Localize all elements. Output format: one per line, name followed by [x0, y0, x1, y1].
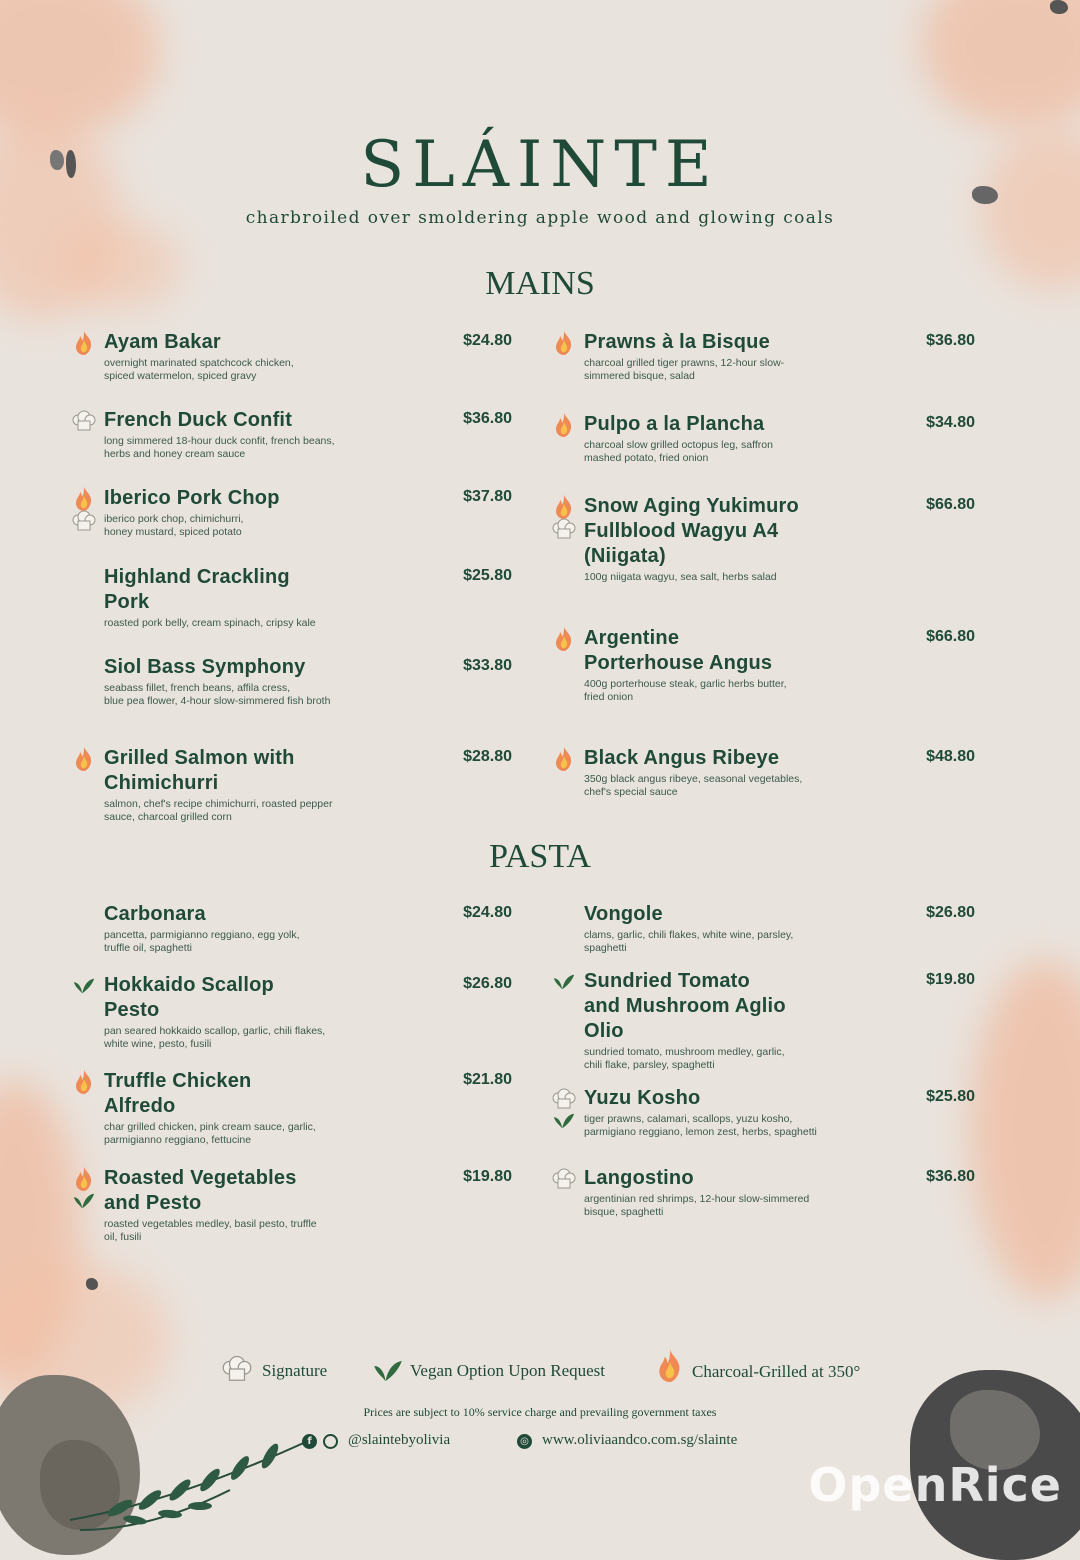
instagram-icon[interactable] [323, 1434, 338, 1449]
menu-item-name: Truffle Chicken Alfredo [104, 1070, 252, 1117]
menu-item [584, 746, 884, 798]
chef-hat-icon [552, 516, 576, 542]
menu-item [584, 902, 884, 954]
social-handle[interactable]: @slaintebyolivia [348, 1432, 451, 1448]
menu-item-description: clams, garlic, chili flakes, white wine, parsley, spaghetti [584, 929, 794, 954]
price-note: Prices are subject to 10% service charge and prevailing government taxes [363, 1405, 717, 1419]
menu-item-price: $21.80 [463, 1071, 512, 1088]
menu-item-price: $24.80 [463, 332, 512, 349]
leaf-icon [72, 973, 96, 999]
leaf-icon [552, 1108, 576, 1134]
menu-item-name: Langostino [584, 1167, 694, 1189]
menu-item-price: $48.80 [926, 748, 975, 765]
menu-item-description: seabass fillet, french beans, affila cress, blue pea flower, 4-hour slow-simmered fish broth [104, 682, 331, 707]
menu-item-price: $24.80 [463, 904, 512, 921]
menu-item [584, 412, 884, 464]
menu-item-name: Yuzu Kosho [584, 1087, 701, 1109]
menu-item-description: sundried tomato, mushroom medley, garlic, chili flake, parsley, spaghetti [584, 1046, 785, 1071]
menu-item [584, 626, 884, 703]
fire-icon [552, 626, 576, 652]
menu-item [104, 1166, 404, 1243]
menu-item-description: 350g black angus ribeye, seasonal vegetables, chef's special sauce [584, 773, 803, 798]
fire-icon [654, 1346, 686, 1386]
legend-signature: Signature [262, 1361, 328, 1380]
pasta-title: PASTA [489, 838, 591, 875]
menu-item-price: $33.80 [463, 657, 512, 674]
leaf-icon [370, 1356, 406, 1386]
menu-item [584, 969, 884, 1071]
fire-icon [72, 330, 96, 356]
menu-item-description: charcoal grilled tiger prawns, 12-hour slow- simmered bisque, salad [584, 357, 785, 382]
menu-item-name: Prawns à la Bisque [584, 331, 770, 353]
chef-hat-icon [72, 408, 96, 434]
legend-charcoal: Charcoal-Grilled at 350° [692, 1362, 861, 1381]
menu-item-description: 400g porterhouse steak, garlic herbs butter, fried onion [584, 678, 787, 703]
menu-item-description: pancetta, parmigianno reggiano, egg yolk, truffle oil, spaghetti [104, 929, 300, 954]
menu-item [104, 330, 404, 382]
menu-item-description: pan seared hokkaido scallop, garlic, chili flakes, white wine, pesto, fusili [104, 1025, 326, 1050]
menu-item-description: tiger prawns, calamari, scallops, yuzu kosho, parmigiano reggiano, lemon zest, herbs, spaghetti [584, 1113, 817, 1138]
menu-item [584, 494, 884, 584]
menu-item [104, 1069, 404, 1146]
menu-item-description: iberico pork chop, chimichurri, honey mustard, spiced potato [104, 513, 244, 538]
fire-icon [72, 746, 96, 772]
menu-item-name: Sundried Tomato and Mushroom Aglio Olio [584, 970, 786, 1042]
menu-item-price: $28.80 [463, 748, 512, 765]
menu-item [104, 746, 404, 823]
menu-item-description: roasted pork belly, cream spinach, cripsy kale [104, 617, 316, 629]
menu-item-price: $66.80 [926, 628, 975, 645]
fire-icon [552, 330, 576, 356]
menu-item-name: Pulpo a la Plancha [584, 413, 765, 435]
menu-item [104, 655, 404, 707]
menu-item-name: Hokkaido Scallop Pesto [104, 974, 274, 1021]
menu-item-price: $25.80 [926, 1088, 975, 1105]
menu-item [104, 902, 404, 954]
leaf-icon [552, 969, 576, 995]
menu-item [584, 330, 884, 382]
tagline: charbroiled over smoldering apple wood and glowing coals [245, 208, 835, 228]
menu-item-description: overnight marinated spatchcock chicken, spiced watermelon, spiced gravy [104, 357, 294, 382]
menu-item-name: Roasted Vegetables and Pesto [104, 1167, 297, 1214]
menu-item-description: argentinian red shrimps, 12-hour slow-simmered bisque, spaghetti [584, 1193, 810, 1218]
chef-hat-icon [218, 1354, 256, 1384]
leaf-icon [72, 1188, 96, 1214]
menu-item [104, 973, 404, 1050]
chef-hat-icon [72, 508, 96, 534]
menu-item [584, 1166, 884, 1218]
menu-item [104, 565, 404, 630]
menu-item-price: $26.80 [926, 904, 975, 921]
menu-item-name: Carbonara [104, 903, 206, 925]
menu-item-name: Ayam Bakar [104, 331, 221, 353]
menu-item-description: roasted vegetables medley, basil pesto, truffle oil, fusili [104, 1218, 317, 1243]
menu-item-price: $19.80 [463, 1168, 512, 1185]
menu-item-description: 100g niigata wagyu, sea salt, herbs salad [584, 571, 777, 583]
menu-item-name: Iberico Pork Chop [104, 487, 280, 509]
menu-item-name: Highland Crackling Pork [104, 566, 290, 613]
menu-item-price: $66.80 [926, 496, 975, 513]
menu-item-price: $37.80 [463, 488, 512, 505]
mains-title: MAINS [485, 265, 595, 302]
watermark-logo: OpenRice [808, 1458, 1062, 1512]
website-link[interactable]: www.oliviaandco.com.sg/slainte [542, 1432, 738, 1448]
menu-item-price: $34.80 [926, 414, 975, 431]
menu-item-price: $26.80 [463, 975, 512, 992]
menu-item-name: Grilled Salmon with Chimichurri [104, 747, 295, 794]
menu-item-price: $19.80 [926, 971, 975, 988]
menu-item-description: salmon, chef's recipe chimichurri, roasted pepper sauce, charcoal grilled corn [104, 798, 333, 823]
menu-item [104, 486, 404, 538]
legend-vegan: Vegan Option Upon Request [410, 1361, 606, 1380]
menu-item [584, 1086, 884, 1138]
menu-item-name: Argentine Porterhouse Angus [584, 627, 773, 674]
fire-icon [552, 746, 576, 772]
menu-item-name: Vongole [584, 903, 663, 925]
menu-item-name: Siol Bass Symphony [104, 656, 306, 678]
brand-title: SLÁINTE [360, 128, 720, 202]
menu-item-name: Snow Aging Yukimuro Fullblood Wagyu A4 (Niigata) [584, 495, 799, 567]
menu-item-price: $36.80 [463, 410, 512, 427]
chef-hat-icon [552, 1166, 576, 1192]
menu-item-description: char grilled chicken, pink cream sauce, garlic, parmigianno reggiano, fettucine [104, 1121, 316, 1146]
menu-item-price: $36.80 [926, 332, 975, 349]
menu-item-name: French Duck Confit [104, 409, 293, 431]
fire-icon [552, 412, 576, 438]
menu-item-description: long simmered 18-hour duck confit, french beans, herbs and honey cream sauce [104, 435, 335, 460]
menu-item-description: charcoal slow grilled octopus leg, saffron mashed potato, fried onion [584, 439, 773, 464]
menu-item-price: $36.80 [926, 1168, 975, 1185]
facebook-icon[interactable]: f [302, 1434, 317, 1449]
menu-item [104, 408, 404, 460]
globe-icon: ◎ [517, 1434, 532, 1449]
menu-item-name: Black Angus Ribeye [584, 747, 780, 769]
menu-item-price: $25.80 [463, 567, 512, 584]
fire-icon [72, 1069, 96, 1095]
